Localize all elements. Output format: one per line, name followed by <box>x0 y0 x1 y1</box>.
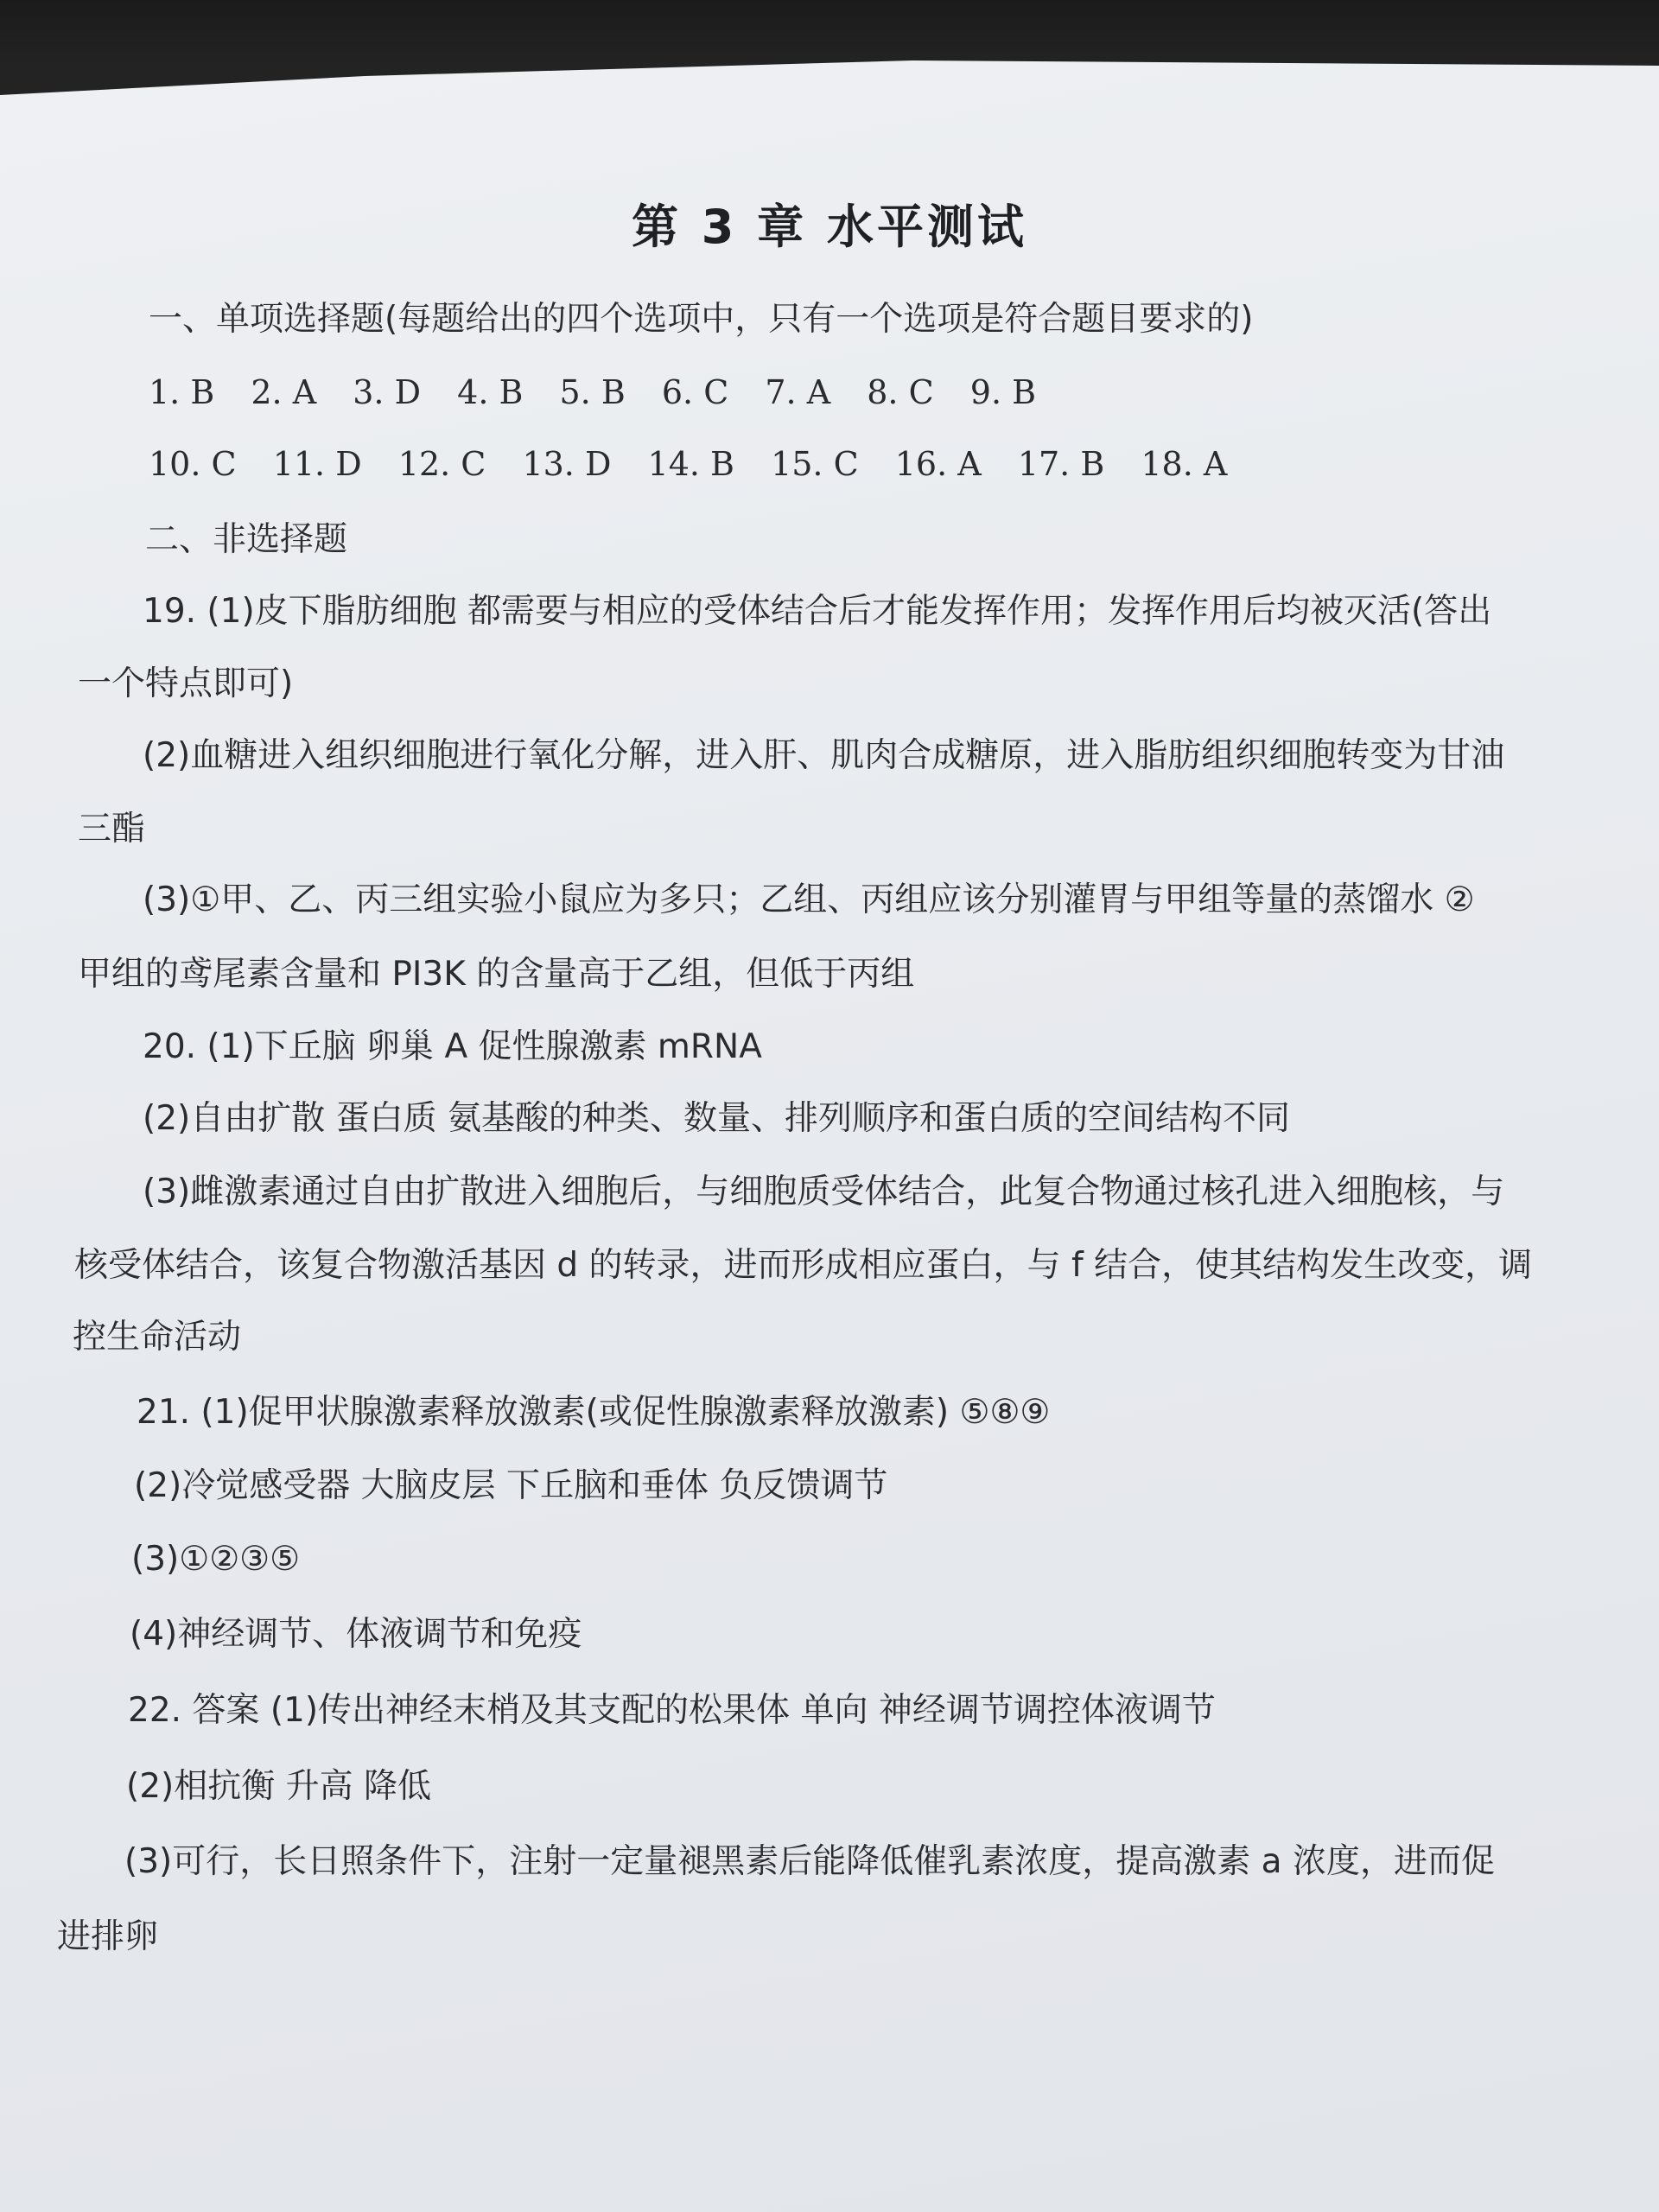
answer-item: 8. C <box>867 373 934 411</box>
answer-item: 6. C <box>661 373 729 411</box>
answer-item: 1. B <box>149 373 215 411</box>
q19-part3-line1: (3)①甲、乙、丙三组实验小鼠应为多只；乙组、丙组应该分别灌胃与甲组等量的蒸馏水 ② <box>143 880 1475 919</box>
q19-part1-line2: 一个特点即可) <box>78 664 294 703</box>
answer-item: 12. C <box>397 445 486 483</box>
answer-item: 15. C <box>771 445 859 483</box>
q20-part2: (2)自由扩散 蛋白质 氨基酸的种类、数量、排列顺序和蛋白质的空间结构不同 <box>143 1099 1291 1138</box>
answer-item: 10. C <box>149 445 237 483</box>
answer-item: 2. A <box>251 373 317 411</box>
q19-part2-line1: (2)血糖进入组织细胞进行氧化分解，进入肝、肌肉合成糖原，进入脂肪组织细胞转变为甘油 <box>143 736 1505 775</box>
answer-item: 5. B <box>559 373 626 411</box>
page-title: 第 3 章 水平测试 <box>632 200 1027 254</box>
q19-part3-line2: 甲组的鸢尾素含量和 PI3K 的含量高于乙组，但低于丙组 <box>78 955 915 994</box>
answer-item: 14. B <box>647 445 734 483</box>
q22-part3-line1: (3)可行，长日照条件下，注射一定量褪黑素后能降低催乳素浓度，提高激素 a 浓度，进而促 <box>124 1842 1495 1881</box>
answer-item: 13. D <box>522 445 612 483</box>
answer-item: 16. A <box>894 445 982 483</box>
answer-item: 3. D <box>353 373 422 411</box>
q19-part1-line1: 19. (1)皮下脂肪细胞 都需要与相应的受体结合后才能发挥作用；发挥作用后均被灭活(答出 <box>143 592 1492 631</box>
answers-row-2 <box>149 445 1253 483</box>
q22-part3-line2: 进排卵 <box>57 1917 159 1956</box>
q22-part2: (2)相抗衡 升高 降低 <box>126 1767 432 1806</box>
q21-part3: (3)①②③⑤ <box>131 1540 301 1579</box>
section1-heading: 一、单项选择题(每题给出的四个选项中，只有一个选项是符合题目要求的) <box>149 300 1254 339</box>
q22-part1: 22. 答案 (1)传出神经末梢及其支配的松果体 单向 神经调节调控体液调节 <box>128 1691 1216 1730</box>
q21-part2: (2)冷觉感受器 大脑皮层 下丘脑和垂体 负反馈调节 <box>134 1466 888 1505</box>
q21-part4: (4)神经调节、体液调节和免疫 <box>130 1615 582 1654</box>
answer-item: 11. D <box>272 445 362 483</box>
answer-item: 18. A <box>1141 445 1228 483</box>
q20-part3-line3: 控生命活动 <box>73 1318 242 1357</box>
answer-item: 9. B <box>969 373 1037 411</box>
answer-item: 4. B <box>457 373 524 411</box>
q19-part2-line2: 三酯 <box>78 810 146 849</box>
section2-heading: 二、非选择题 <box>145 520 348 559</box>
q20-part1: 20. (1)下丘脑 卵巢 A 促性腺激素 mRNA <box>143 1027 762 1066</box>
q20-part3-line2: 核受体结合，该复合物激活基因 d 的转录，进而形成相应蛋白，与 f 结合，使其结构发生改变，调 <box>74 1246 1533 1285</box>
answers-row-1 <box>149 373 1062 411</box>
answer-item: 17. B <box>1017 445 1105 483</box>
q20-part3-line1: (3)雌激素通过自由扩散进入细胞后，与细胞质受体结合，此复合物通过核孔进入细胞核，与 <box>143 1173 1505 1211</box>
q21-part1: 21. (1)促甲状腺激素释放激素(或促性腺激素释放激素) ⑤⑧⑨ <box>137 1393 1051 1432</box>
answer-item: 7. A <box>765 373 831 411</box>
